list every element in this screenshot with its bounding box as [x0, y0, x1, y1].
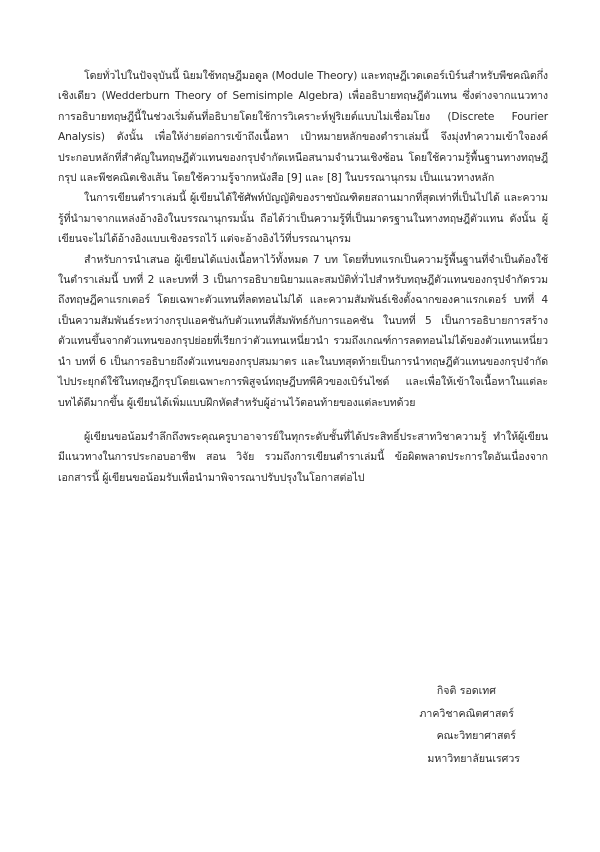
paragraph-chapters: สำหรับการนำเสนอ ผู้เขียนได้แบ่งเนื้อหาไว้ทั้งหมด 7 บท โดยที่บทแรกเป็นความรู้พื้นฐานที่จำเป็นต้องใช้ในตำราเล่มนี้ บทที่ 2 และบทที่ 3 เป็นการอธิบายนิยามและสมบัติทั่วไปสำหรับทฤษฎีตัวแทนของกรุปจำกัดรวมถึงทฤษฎีคาแรกเตอร์ โดยเฉพาะตัวแทนที่ลดทอนไม่ได้ และความสัมพันธ์เชิงตั้งฉากของคาแรกเตอร์ บทที่ 4 เป็นความสัมพันธ์ระหว่างกรุปแอคชันกับตัวแทนที่สัมพัทธ์กับการแอคชัน ในบทที่ 5 เป็นการอธิบายการสร้างตัวแทนขึ้นจากตัวแทนของกรุปย่อยที่เรียกว่าตัวแทนเหนี่ยวนำ รวมถึงเกณฑ์การลดทอนไม่ได้ของตัวแทนเหนี่ยวนำ บทที่ 6 เป็นการอธิบายถึงตัวแทนของกรุปสมมาตร และในบทสุดท้ายเป็นการนำทฤษฎีตัวแทนของกรุปจำกัดไปประยุกต์ใช้ในทฤษฎีกรุปโดยเฉพาะการพิสูจน์ทฤษฎีบทพีคิวของเบิร์นไซด์ และเพื่อให้เข้าใจเนื้อหาในแต่ละบทได้ดีมากขึ้น ผู้เขียนได้เพิ่มแบบฝึกหัดสำหรับผู้อ่านไว้ตอนท้ายของแต่ละบทด้วย: [58, 253, 548, 409]
author-name: กิจติ รอดเทศ: [436, 685, 496, 697]
paragraph-acknowledgement: ผู้เขียนขอน้อมรำลึกถึงพระคุณครูบาอาจารย์ในทุกระดับชั้นที่ได้ประสิทธิ์ประสาทวิชาความรู้ ทำให้ผู้เขียนมีแนวทางในการประกอบอาชีพ สอน วิจัย รวมถึงการเขียนตำราเล่มนี้ ข้อผิดพลาดประการใดอันเนื่องจากเอกสารนี้ ผู้เขียนขอน้อมรับเพื่อนำมาพิจารณาปรับปรุงในโอกาสต่อไป: [58, 430, 548, 484]
author-signature-block: [320, 680, 520, 770]
paragraph-terminology: ในการเขียนตำราเล่มนี้ ผู้เขียนได้ใช้ศัพท์บัญญัติของราชบัณฑิตยสถานมากที่สุดเท่าที่เป็นไปได้ และความรู้ที่นำมาจากแหล่งอ้างอิงในบรรณานุกรมนั้น ถือได้ว่าเป็นความรู้ที่เป็นมาตรฐานในทางทฤษฎีตัวแทน ดังนั้น ผู้เขียนจะไม่ได้อ้างอิงแบบเชิงอรรถไว้ แต่จะอ้างอิงไว้ที่บรรณานุกรม: [58, 192, 548, 246]
author-university: มหาวิทยาลัยนเรศวร: [427, 752, 520, 765]
preface-body: [58, 66, 548, 488]
author-department: ภาควิชาคณิตศาสตร์: [419, 707, 514, 720]
paragraph-intro: โดยทั่วไปในปัจจุบันนี้ นิยมใช้ทฤษฎีมอดูล (Module Theory) และทฤษฎีเวดเดอร์เบิร์นสำหรับพีชคณิตกึ่งเชิงเดียว (Wedderburn Theory of Semisimple Algebra) เพื่ออธิบายทฤษฎีตัวแทน ซึ่งต่างจากแนวทางการอธิบายทฤษฎีนี้ในช่วงเริ่มต้นที่อธิบายโดยใช้การวิเคราะห์ฟูริเยต์แบบไม่เชื่อมโยง (Discrete Fourier Analysis) ดังนั้น เพื่อให้ง่ายต่อการเข้าถึงเนื้อหา เป้าหมายหลักของตำราเล่มนี้ จึงมุ่งทำความเข้าใจองค์ประกอบหลักที่สำคัญในทฤษฎีตัวแทนของกรุปจำกัดเหนือสนามจำนวนเชิงซ้อน โดยใช้ความรู้พื้นฐานทางทฤษฎีกรุป และพีชคณิตเชิงเส้น โดยใช้ความรู้จากหนังสือ [9] และ [8] ในบรรณานุกรม เป็นแนวทางหลัก: [58, 70, 548, 185]
author-faculty: คณะวิทยาศาสตร์: [436, 730, 516, 742]
